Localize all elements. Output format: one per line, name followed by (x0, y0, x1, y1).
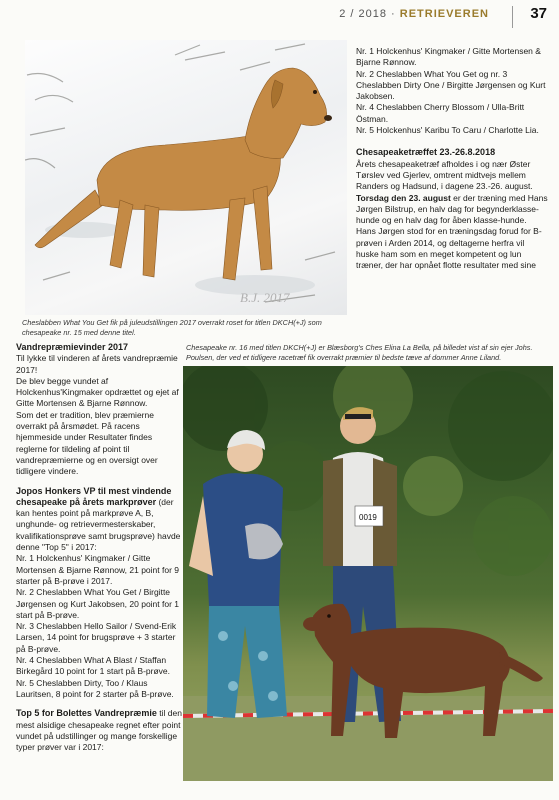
ranking-item: Nr. 1 Holckenhus' Kingmaker / Gitte Mortensen & Bjarne Rønnow, 21 point for 9 starter på B-prøve i 2017. (16, 553, 180, 586)
photo1-caption: Cheslabben What You Get fik på juleudstillingen 2017 overrakt roset for titlen DKCH(+J) som chesapeake nr. 15 med denne titel. (22, 318, 322, 337)
paragraph-lead: Torsdag den 23. august (356, 192, 451, 203)
section-heading: Jopos Honkers VP til mest vindende chesapeake på årets markprøver (16, 485, 172, 507)
paragraph: De blev begge vundet af Holckenhus'Kingmaker opdrættet og ejet af Gitte Mortensen & Bjarne Rønnow. (16, 375, 179, 409)
paragraph: Til lykke til vinderen af årets vandrepræmie 2017! (16, 353, 178, 375)
ranking-item: Nr. 5 Holckenhus' Karibu To Caru / Charlotte Lia. (356, 125, 539, 136)
ranking-item: Nr. 2 Cheslabben What You Get og nr. 3 Cheslabben Dirty One / Birgitte Jørgensen og Kurt Jakobsen. (356, 68, 546, 102)
ranking-item: Nr. 3 Cheslabben Hello Sailor / Svend-Erik Larsen, 14 point for brugsprøve + 3 starter på B-prøve. (16, 621, 177, 654)
section-heading: Vandrepræmievinder 2017 (16, 342, 129, 352)
running-header (330, 6, 551, 26)
ranking-item: Nr. 1 Holckenhus' Kingmaker / Gitte Mortensen & Bjarne Rønnow. (356, 46, 541, 68)
ranking-item: Nr. 5 Cheslabben Dirty, Too / Klaus Lauritsen, 8 point for 2 starter på B-prøve. (16, 677, 174, 699)
section-heading: Chesapeaketræffet 23.-26.8.2018 (356, 147, 496, 158)
paragraph: Som det er tradition, blev præmierne overrakt på årsmødet. På racens hjemmeside under Resultater findes reglerne for tildeling af point til vandrepræmierne og en oversigt over tidligere vindere. (16, 409, 158, 477)
ranking-item: Nr. 4 Cheslabben Cherry Blossom / Ulla-Britt Östman. (356, 102, 525, 124)
paragraph (356, 193, 548, 272)
ranking-item: Nr. 2 Cheslabben What You Get / Birgitte Jørgensen og Kurt Jakobsen, 20 point for 1 start på B-prøve. (16, 587, 180, 620)
left-column (16, 342, 182, 753)
header-divider (512, 6, 513, 28)
photo2-caption: Chesapeake nr. 16 med titlen DKCH(+J) er Blæsborg's Ches Elina La Bella, på billedet vist af sin ejer Johs. Poulsen, der ved et tidligere racetræf fik overrakt præmier til bedste tæve af dommer Anne Liland. (186, 343, 533, 362)
issue-and-magazine: 2 / 2018 · RETRIEVEREN (339, 8, 489, 20)
page-number: 37 (530, 5, 547, 22)
photo-handlers-with-dog (183, 366, 553, 781)
photo-watermark: B.J. 2017 (240, 290, 290, 305)
paragraph-body: til den mest alsidige chesapeake regnet efter point vundet på udstillinger og mange forskellige typer prøver var i 2017: (16, 708, 182, 753)
magazine-name: RETRIEVEREN (399, 8, 489, 20)
paragraph: Årets chesapeaketræf afholdes i og nær Øster Tørslev ved Gjerlev, omtrent midtvejs mellem Randers og Hadsund, i dagene 23.-26. august. (356, 158, 533, 192)
right-column (356, 46, 548, 272)
paragraph-body: (der kan hentes point på markprøve A, B, unghunde- og retrievermesterskaber, kvalifikationsprøve samt brugsprøve) havde denne "Top 5" i 2017: (16, 496, 181, 553)
photo-dog-in-snow (25, 40, 347, 315)
paragraph (16, 708, 182, 753)
issue-number: 2 / 2018 (339, 8, 387, 20)
bib-number: 0019 (359, 513, 377, 522)
paragraph-body: er der træning med Hans Jørgen Bilstrup, en halv dag for begynderklasse-hunde og en halv dag for åben klasse-hunde. Hans Jørgen stod for en træningsdag forud for B-prøven i Arden 2014, og deltagerne herfra vil huske ham som en meget kompetent og lun træner, der har opnået flotte resultater med sine (356, 192, 548, 271)
paragraph (16, 486, 182, 554)
section-heading: Top 5 for Bolettes Vandrepræmie (16, 708, 157, 719)
ranking-item: Nr. 4 Cheslabben What A Blast / Staffan Birkegård 10 point for 1 start på B-prøve. (16, 655, 171, 677)
